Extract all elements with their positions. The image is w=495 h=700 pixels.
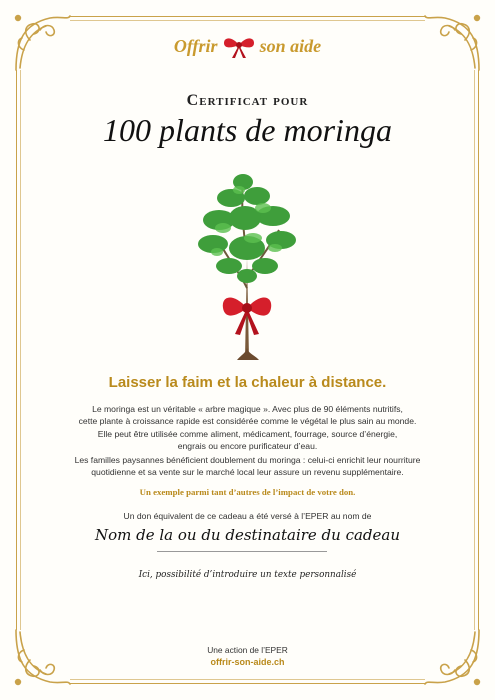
impact-headline: Laisser la faim et la chaleur à distance. [108,374,387,391]
recipient-underline [157,551,327,552]
paragraph-line: cette plante à croissance rapide est considérée comme le végétal le plus sain au monde. [78,416,417,427]
moringa-tree-illustration [187,168,307,363]
logo-text-right: son aide [259,35,322,56]
frame-bottom-line [70,683,425,684]
red-bow-icon [220,32,258,60]
frame-right-line [478,70,479,630]
paragraph-line: engrais ou encore purificateur d’eau. [177,441,318,452]
footer-website-link[interactable]: offrir-son-aide.ch [210,657,285,667]
paragraph-line: Le moringa est un véritable « arbre magique ». Avec plus de 90 éléments nutritifs, [92,404,403,414]
brand-logo [0,32,495,72]
recipient-name-field[interactable]: Nom de la ou du destinataire du cadeau [94,526,401,544]
paragraph-line: Elle peut être utilisée comme aliment, médicament, fourrage, source d’énergie, [97,428,398,439]
frame-left-inner-line [20,70,21,630]
footer-organization: Une action de l’EPER [207,645,288,655]
frame-top-inner-line [70,20,425,21]
frame-top-line [70,16,425,17]
paragraph-benefits [62,454,433,479]
donation-statement: Un don équivalent de ce cadeau a été versé à l’EPER au nom de [123,511,372,521]
certificate-kicker: Certificat pour [186,92,309,109]
impact-highlight: Un exemple parmi tant d’autres de l’impact de votre don. [139,487,356,497]
frame-bottom-inner-line [70,679,425,680]
frame-right-inner-line [474,70,475,630]
paragraph-line: quotidienne et sa vente sur le marché local leur assure un revenu supplémentaire. [91,467,404,478]
frame-left-line [16,70,17,630]
custom-message-field[interactable]: Ici, possibilité d’introduire un texte personnalisé [138,570,357,580]
logo-text-left: Offrir [173,35,218,56]
paragraph-description [62,403,433,453]
certificate-title: 100 plants de moringa [103,112,392,148]
paragraph-line: Les familles paysannes bénéficient doublement du moringa : celui-ci enrichit leur nourriture [74,455,421,465]
